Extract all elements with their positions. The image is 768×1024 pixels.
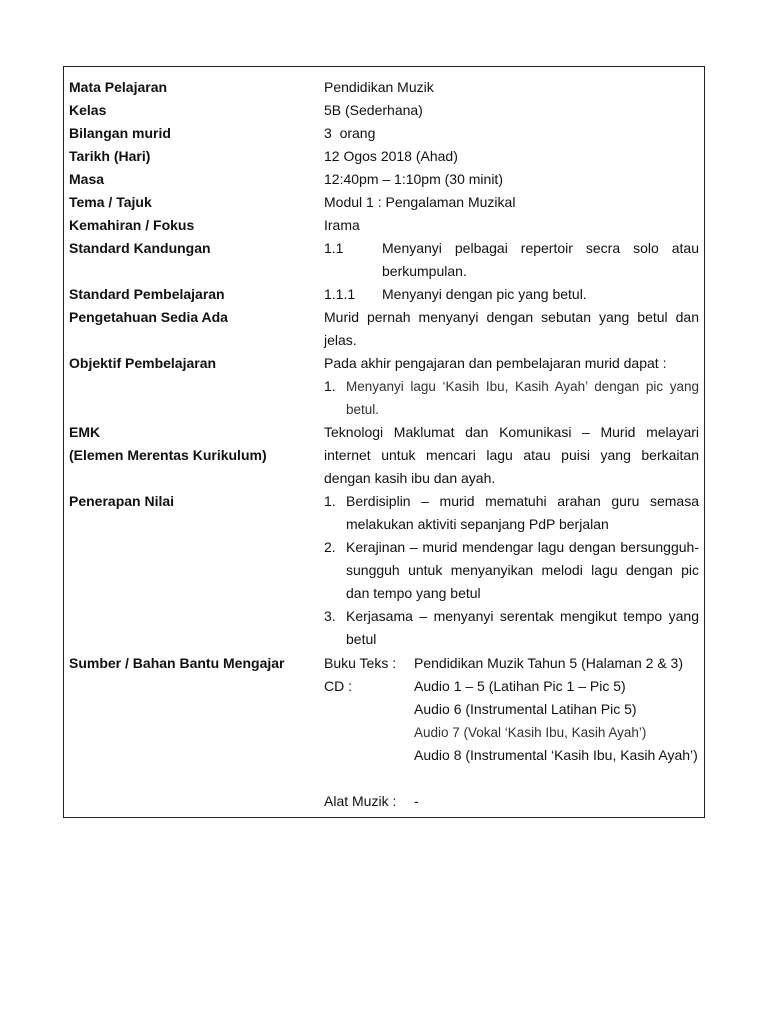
value-tarikh: 12 Ogos 2018 (Ahad) [324, 148, 458, 164]
value-mata-pelajaran: Pendidikan Muzik [324, 79, 434, 95]
sumber-cd-key: CD : [324, 678, 352, 694]
sumber-buku-value: Pendidikan Muzik Tahun 5 (Halaman 2 & 3) [414, 655, 684, 671]
sumber-cd-item: Audio 7 (Vokal ‘Kasih Ibu, Kasih Ayah’) [414, 725, 647, 740]
label-pengetahuan-sedia-ada: Pengetahuan Sedia Ada [69, 309, 228, 325]
value-bilangan-murid: 3 orang [324, 125, 376, 141]
sumber-cd-item: Audio 6 (Instrumental Latihan Pic 5) [414, 701, 637, 717]
sumber-cd-item: Audio 8 (Instrumental ‘Kasih Ibu, Kasih Ayah’) [414, 747, 698, 763]
label-sumber: Sumber / Bahan Bantu Mengajar [69, 655, 285, 671]
nilai-item-num: 2. [324, 539, 336, 555]
sumber-alat-value: - [414, 793, 419, 809]
label-penerapan-nilai: Penerapan Nilai [69, 493, 175, 509]
label-tema: Tema / Tajuk [69, 194, 152, 210]
sumber-buku-key: Buku Teks : [324, 655, 397, 671]
label-tarikh: Tarikh (Hari) [69, 148, 151, 164]
nilai-item-num: 3. [324, 608, 336, 624]
label-standard-pembelajaran: Standard Pembelajaran [69, 286, 225, 302]
sp-text: Menyanyi dengan pic yang betul. [382, 286, 587, 302]
label-emk-full: (Elemen Merentas Kurikulum) [69, 447, 267, 463]
value-tema: Modul 1 : Pengalaman Muzikal [324, 194, 516, 210]
value-pengetahuan-sedia-ada: Murid pernah menyanyi dengan sebutan yang betul dan jelas. [324, 309, 699, 348]
label-kemahiran: Kemahiran / Fokus [69, 217, 195, 233]
label-bilangan-murid: Bilangan murid [69, 125, 171, 141]
label-standard-kandungan: Standard Kandungan [69, 240, 211, 256]
sp-code: 1.1.1 [324, 286, 356, 302]
label-objektif: Objektif Pembelajaran [69, 355, 217, 371]
label-kelas: Kelas [69, 102, 107, 118]
sk-code: 1.1 [324, 240, 344, 256]
nilai-item-text: Kerajinan – murid mendengar lagu dengan bersungguh-sungguh untuk menyanyikan melodi lagu dengan pic dan tempo yang betul [346, 539, 699, 601]
objektif-item-text: Menyanyi lagu ‘Kasih Ibu, Kasih Ayah’ dengan pic yang betul. [346, 379, 699, 417]
nilai-item-text: Berdisiplin – murid mematuhi arahan guru semasa melakukan aktiviti sepanjang PdP berjalan [346, 493, 699, 532]
sk-text: Menyanyi pelbagai repertoir secra solo atau berkumpulan. [382, 240, 699, 279]
objektif-intro: Pada akhir pengajaran dan pembelajaran murid dapat : [324, 355, 667, 371]
nilai-item-text: Kerjasama – menyanyi serentak mengikut tempo yang betul [346, 608, 699, 647]
objektif-item-num: 1. [324, 378, 336, 394]
value-emk: Teknologi Maklumat dan Komunikasi – Murid melayari internet untuk mencari lagu atau puisi yang berkaitan dengan kasih ibu dan ayah. [324, 424, 699, 486]
value-kemahiran: Irama [324, 217, 360, 233]
label-mata-pelajaran: Mata Pelajaran [69, 79, 168, 95]
sumber-alat-key: Alat Muzik : [324, 793, 397, 809]
nilai-item-num: 1. [324, 493, 336, 509]
value-masa: 12:40pm – 1:10pm (30 minit) [324, 171, 503, 187]
label-emk: EMK [69, 424, 101, 440]
label-masa: Masa [69, 171, 105, 187]
value-kelas: 5B (Sederhana) [324, 102, 423, 118]
sumber-cd-item: Audio 1 – 5 (Latihan Pic 1 – Pic 5) [414, 678, 626, 694]
